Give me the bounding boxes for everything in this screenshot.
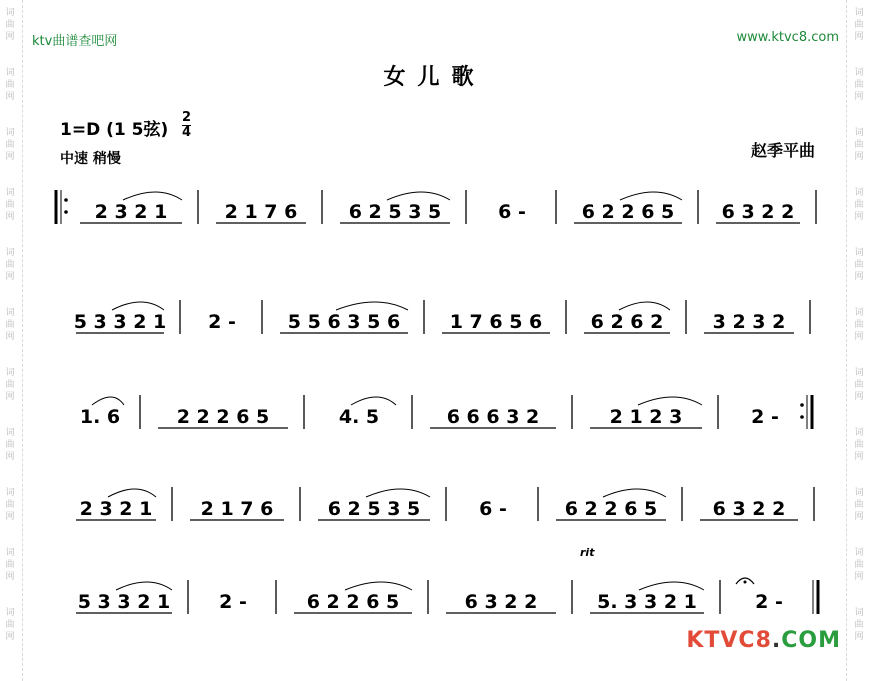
- watermark-glyph: 词: [854, 428, 864, 438]
- watermark-glyph: 网: [5, 272, 15, 282]
- slur: [638, 397, 702, 405]
- measure-notes: 6 6 6 3 2: [446, 406, 540, 428]
- measure-notes: 6 2 6 2: [590, 311, 664, 333]
- logo-dot: .: [771, 628, 782, 653]
- measure-notes: 2 1 7 6: [224, 201, 298, 223]
- watermark-glyph: 词: [5, 428, 15, 438]
- rit-marking: rit: [580, 546, 595, 559]
- watermark-glyph: 曲: [5, 500, 15, 510]
- watermark-glyph: 曲: [5, 380, 15, 390]
- watermark-glyph: 词: [854, 548, 864, 558]
- measure-notes: 2 1 7 6: [200, 498, 274, 520]
- watermark-glyph: 词: [5, 608, 15, 618]
- watermark-glyph: 曲: [854, 560, 864, 570]
- watermark-glyph: 词: [854, 488, 864, 498]
- watermark-glyph: 曲: [854, 80, 864, 90]
- measure-notes: 2 -: [219, 591, 247, 613]
- measure-notes: 5 3 3 2 1: [73, 311, 167, 333]
- watermark-glyph: 网: [5, 152, 15, 162]
- watermark-glyph: 曲: [5, 140, 15, 150]
- measure-notes: 2 -: [751, 406, 779, 428]
- watermark-glyph: 网: [854, 512, 864, 522]
- measure-notes: 6 3 2 2: [721, 201, 795, 223]
- watermark-glyph: 网: [854, 572, 864, 582]
- watermark-glyph: 网: [5, 452, 15, 462]
- watermark-glyph: 词: [854, 608, 864, 618]
- ktvc8-logo[interactable]: [686, 628, 841, 653]
- watermark-glyph: 网: [854, 152, 864, 162]
- watermark-glyph: 网: [854, 272, 864, 282]
- slur: [336, 302, 408, 310]
- measure-notes: 2 2 2 6 5: [176, 406, 270, 428]
- watermark-glyph: 网: [854, 332, 864, 342]
- watermark-glyph: 词: [5, 548, 15, 558]
- watermark-glyph: 网: [5, 512, 15, 522]
- tempo-marking: 中速 稍慢: [60, 151, 121, 167]
- site-url-link[interactable]: www.ktvc8.com: [736, 30, 839, 45]
- watermark-glyph: 词: [854, 368, 864, 378]
- watermark-glyph: 网: [5, 572, 15, 582]
- measure-notes: 3 2 3 2: [712, 311, 786, 333]
- measure-notes: 4. 5: [338, 406, 380, 428]
- repeat-dot: [800, 415, 804, 419]
- slur: [619, 302, 670, 310]
- time-denominator: 4: [182, 125, 192, 140]
- measure-notes: 6 -: [479, 498, 507, 520]
- watermark-glyph: 词: [5, 8, 15, 18]
- measure-notes: 2 -: [755, 591, 783, 613]
- watermark-glyph: 曲: [854, 20, 864, 30]
- watermark-glyph: 词: [854, 128, 864, 138]
- measure-notes: 6 3 2 2: [464, 591, 538, 613]
- watermark-glyph: 曲: [5, 260, 15, 270]
- watermark-glyph: 曲: [854, 500, 864, 510]
- fermata-dot: [744, 581, 747, 584]
- watermark-glyph: 词: [5, 308, 15, 318]
- key-signature: 1=D (1 5弦): [60, 120, 169, 140]
- watermark-glyph: 曲: [5, 440, 15, 450]
- slur: [351, 397, 396, 405]
- slur: [112, 302, 164, 310]
- watermark-glyph: 网: [5, 32, 15, 42]
- watermark-glyph: 曲: [854, 440, 864, 450]
- watermark-glyph: 曲: [854, 200, 864, 210]
- measure-notes: 2 1 2 3: [609, 406, 683, 428]
- watermark-glyph: 词: [854, 248, 864, 258]
- watermark-glyph: 曲: [854, 320, 864, 330]
- measure-notes: 6 -: [498, 201, 526, 223]
- watermark-glyph: 曲: [5, 320, 15, 330]
- watermark-glyph: 曲: [5, 560, 15, 570]
- site-name-link[interactable]: ktv曲谱查吧网: [32, 34, 118, 49]
- measure-notes: 6 2 2 6 5: [581, 201, 675, 223]
- slur: [366, 489, 430, 497]
- watermark-glyph: 曲: [5, 20, 15, 30]
- watermark-glyph: 词: [854, 308, 864, 318]
- watermark-glyph: 曲: [854, 380, 864, 390]
- watermark-glyph: 词: [5, 188, 15, 198]
- watermark-glyph: 词: [854, 8, 864, 18]
- slur: [108, 489, 156, 497]
- watermark-glyph: 曲: [854, 620, 864, 630]
- watermark-glyph: 网: [5, 212, 15, 222]
- watermark-glyph: 曲: [5, 620, 15, 630]
- watermark-glyph: 曲: [854, 140, 864, 150]
- watermark-glyph: 网: [854, 32, 864, 42]
- watermark-glyph: 词: [5, 68, 15, 78]
- measure-notes: 6 2 5 3 5: [327, 498, 421, 520]
- watermark-glyph: 网: [854, 92, 864, 102]
- time-numerator: 2: [182, 110, 192, 125]
- watermark-glyph: 网: [5, 392, 15, 402]
- watermark-glyph: 网: [854, 212, 864, 222]
- measure-notes: 1. 6: [79, 406, 121, 428]
- measure-notes: 1 7 6 5 6: [449, 311, 543, 333]
- slur: [639, 582, 704, 590]
- measure-notes: 5. 3 3 2 1: [597, 591, 697, 613]
- repeat-dot: [64, 210, 68, 214]
- watermark-glyph: 词: [5, 248, 15, 258]
- watermark-glyph: 网: [5, 92, 15, 102]
- slur: [387, 192, 450, 200]
- measure-notes: 2 3 2 1: [79, 498, 153, 520]
- watermark-glyph: 词: [5, 368, 15, 378]
- watermark-glyph: 曲: [854, 260, 864, 270]
- slur: [116, 582, 172, 590]
- measure-notes: 6 3 2 2: [712, 498, 786, 520]
- composer: 赵季平曲: [750, 141, 815, 160]
- score-title: 女儿歌: [383, 65, 486, 90]
- watermark-glyph: 词: [5, 128, 15, 138]
- measure-notes: 6 2 2 6 5: [564, 498, 658, 520]
- measure-notes: 2 3 2 1: [94, 201, 168, 223]
- measure-notes: 6 2 5 3 5: [348, 201, 442, 223]
- watermark-glyph: 网: [854, 632, 864, 642]
- logo-brand: KTVC8: [686, 628, 772, 653]
- watermark-glyph: 网: [5, 332, 15, 342]
- watermark-glyph: 词: [854, 188, 864, 198]
- watermark-glyph: 网: [5, 632, 15, 642]
- repeat-dot: [64, 198, 68, 202]
- slur: [123, 192, 182, 200]
- repeat-dot: [800, 403, 804, 407]
- slur: [345, 582, 412, 590]
- watermark-glyph: 曲: [5, 80, 15, 90]
- slur: [603, 489, 666, 497]
- slur: [92, 397, 124, 405]
- measure-notes: 5 5 6 3 5 6: [287, 311, 401, 333]
- logo-tld: COM: [781, 628, 841, 653]
- watermark-glyph: 词: [5, 488, 15, 498]
- measure-notes: 6 2 2 6 5: [306, 591, 400, 613]
- watermark-glyph: 网: [854, 392, 864, 402]
- measure-notes: 5 3 3 2 1: [77, 591, 171, 613]
- watermark-glyph: 网: [854, 452, 864, 462]
- watermark-glyph: 词: [854, 68, 864, 78]
- watermark-glyph: 曲: [5, 200, 15, 210]
- slur: [620, 192, 682, 200]
- measure-notes: 2 -: [208, 311, 236, 333]
